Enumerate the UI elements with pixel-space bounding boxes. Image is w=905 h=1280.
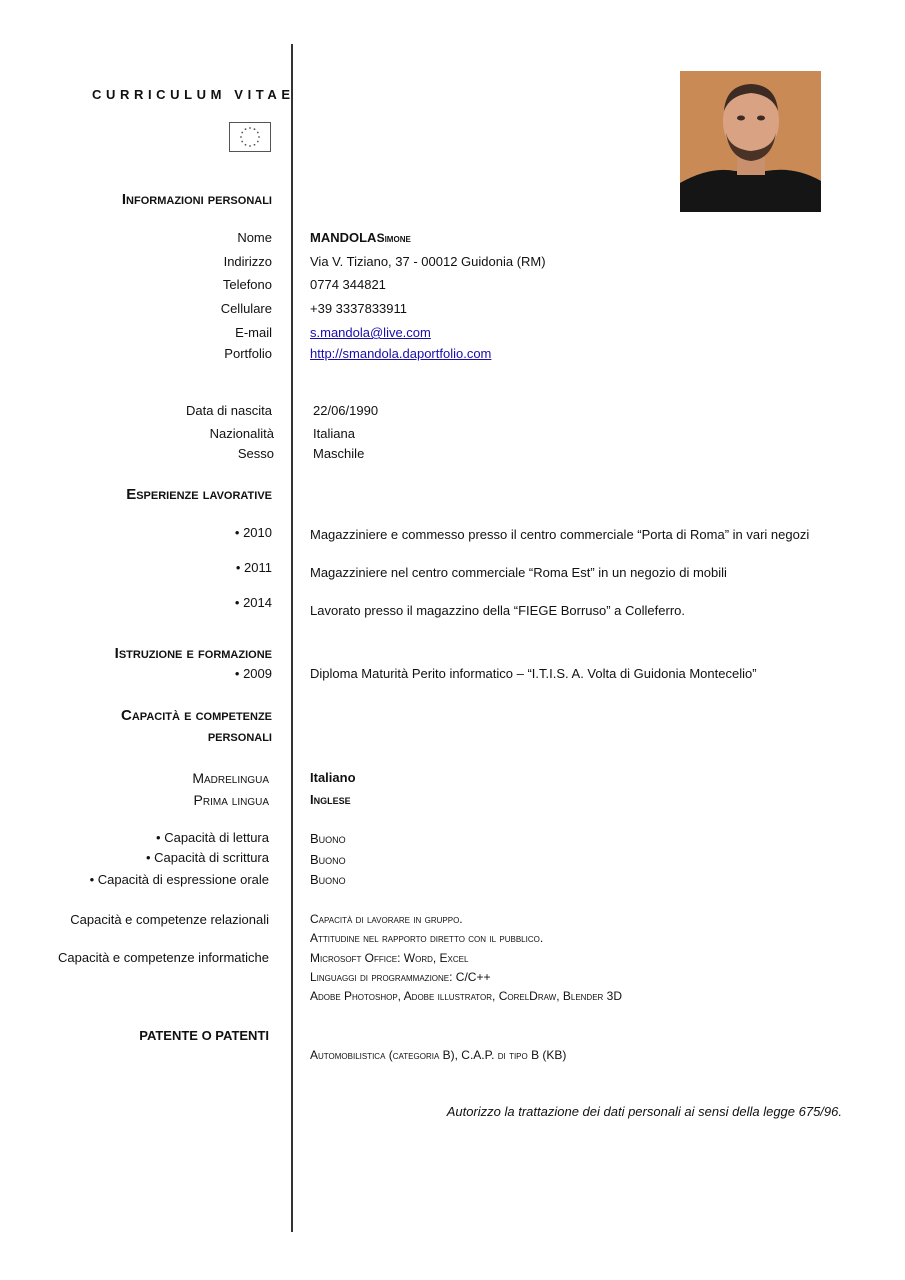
section-personal-info: Informazioni personali [121, 191, 272, 208]
phone-label: Telefono [222, 277, 272, 292]
section-skills: Capacità e competenze [121, 707, 272, 724]
reading-value: Buono [310, 831, 346, 846]
address-label: Indirizzo [223, 254, 272, 269]
birth-value: 22/06/1990 [313, 403, 379, 418]
experience-year: • 2014 [234, 595, 272, 610]
firstname: Simone [376, 231, 411, 245]
column-divider [291, 44, 293, 1232]
education-text: Diploma Maturità Perito informatico – “I.T.I.S. A. Volta di Guidonia Montecelio” [310, 666, 757, 681]
skill-line: Adobe Photoshop, Adobe illustrator, CorelDraw, Blender 3D [310, 989, 622, 1003]
privacy-footer: Autorizzo la trattazione dei dati personali ai sensi della legge 675/96. [446, 1104, 842, 1119]
writing-label: • Capacità di scrittura [145, 850, 269, 865]
skill-line: Attitudine nel rapporto diretto con il pubblico. [310, 931, 544, 945]
speaking-label: • Capacità di espressione orale [89, 872, 269, 887]
informatic-skills-label: Capacità e competenze informatiche [57, 950, 269, 965]
first-language-value: Inglese [310, 792, 351, 807]
full-name [310, 230, 411, 245]
address-value: Via V. Tiziano, 37 - 00012 Guidonia (RM) [310, 254, 546, 269]
mother-tongue-value: Italiano [310, 770, 356, 785]
relational-skills-label: Capacità e competenze relazionali [70, 912, 269, 927]
license-value: Automobilistica (categoria B), C.A.P. di tipo B (KB) [310, 1048, 567, 1062]
phone-value: 0774 344821 [310, 277, 386, 292]
speaking-value: Buono [310, 872, 346, 887]
portfolio-link[interactable]: http://smandola.daportfolio.com [310, 346, 492, 361]
reading-label: • Capacità di lettura [156, 830, 269, 845]
portfolio-label: Portfolio [224, 346, 272, 361]
skill-line: Linguaggi di programmazione: C/C++ [310, 970, 491, 984]
sex-label: Sesso [237, 446, 274, 461]
experience-text: Magazziniere nel centro commerciale “Roma Est” in un negozio di mobili [310, 565, 727, 580]
nationality-label: Nazionalità [209, 426, 274, 441]
mother-tongue-label: Madrelingua [192, 770, 269, 786]
email-label: E-mail [235, 325, 272, 340]
email-link[interactable]: s.mandola@live.com [310, 325, 431, 340]
page-title: CURRICULUM VITAE [92, 87, 295, 102]
section-skills-line2: personali [207, 728, 272, 745]
experience-text: Lavorato presso il magazzino della “FIEGE Borruso” a Colleferro. [310, 603, 685, 618]
mobile-label: Cellulare [220, 301, 272, 316]
profile-photo [680, 71, 821, 212]
section-education: Istruzione e formazione [114, 645, 272, 662]
name-label: Nome [237, 230, 272, 245]
section-license: PATENTE O PATENTI [139, 1028, 269, 1043]
experience-year: • 2011 [235, 560, 272, 575]
education-year: • 2009 [234, 666, 272, 681]
first-language-label: Prima lingua [193, 792, 269, 808]
writing-value: Buono [310, 852, 346, 867]
birth-label: Data di nascita [186, 403, 272, 418]
skill-line: Capacità di lavorare in gruppo. [310, 912, 463, 926]
experience-text: Magazziniere e commesso presso il centro commerciale “Porta di Roma” in vari negozi [310, 527, 810, 542]
sex-value: Maschile [313, 446, 365, 461]
skill-line: Microsoft Office: Word, Excel [310, 951, 469, 965]
mobile-value: +39 3337833911 [310, 301, 407, 316]
experience-year: • 2010 [234, 525, 272, 540]
section-experience: Esperienze lavorative [126, 486, 272, 503]
eu-flag-icon [229, 122, 271, 152]
nationality-value: Italiana [313, 426, 355, 441]
surname: MANDOLA [310, 230, 376, 245]
